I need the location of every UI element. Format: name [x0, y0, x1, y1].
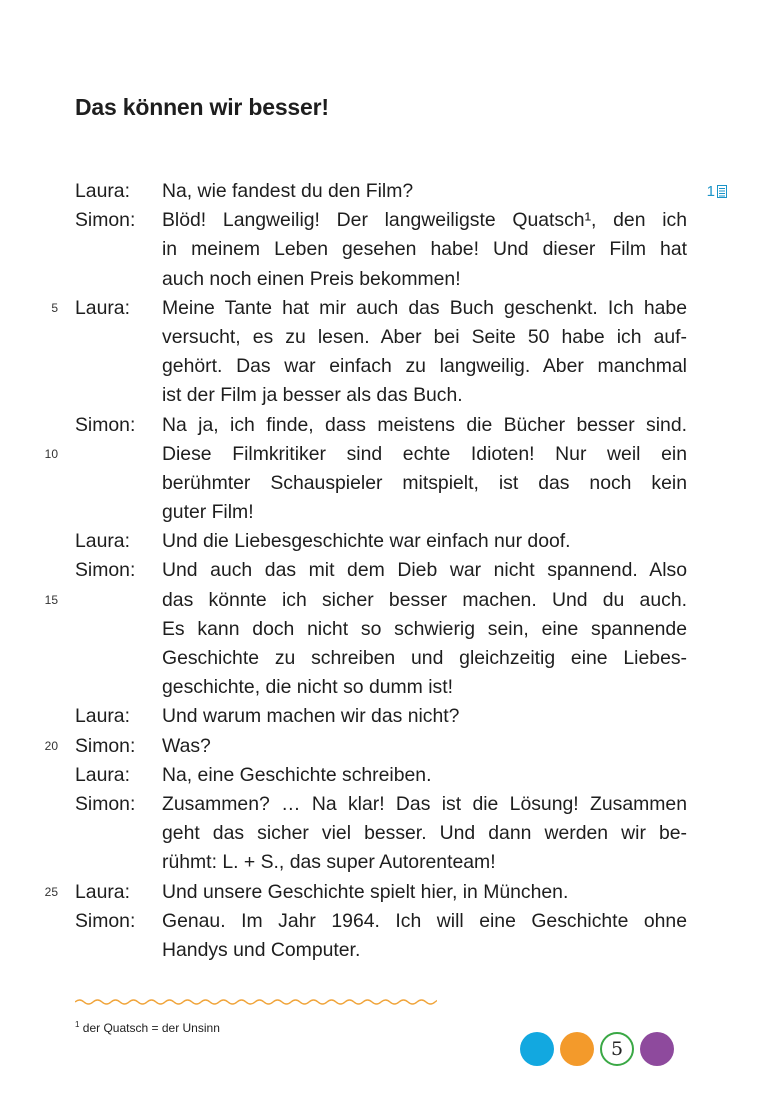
dialog-line	[0, 702, 782, 731]
speaker-name: Simon:	[75, 734, 136, 757]
dialog-line	[0, 206, 782, 235]
line-number: 10	[44, 446, 58, 461]
dialog-line	[0, 440, 782, 469]
dialog-line	[0, 790, 782, 819]
line-text: geht das sicher viel besser. Und dann werden wir be-	[162, 822, 687, 845]
line-text: Und warum machen wir das nicht?	[162, 705, 460, 728]
line-text: in meinem Leben gesehen habe! Und dieser Film hat	[162, 238, 687, 261]
dialog-line	[0, 556, 782, 585]
dialog-line	[0, 732, 782, 761]
line-text: Na, wie fandest du den Film?	[162, 180, 414, 202]
line-number: 25	[44, 884, 58, 899]
line-text: Na, eine Geschichte schreiben.	[162, 763, 432, 786]
line-text: Und unsere Geschichte spielt hier, in München.	[162, 880, 569, 903]
page-title: Das können wir besser!	[75, 94, 329, 120]
speaker-name: Laura:	[75, 180, 130, 202]
page-indicator	[520, 1032, 674, 1068]
orange-dot	[560, 1032, 594, 1066]
line-text: auch noch einen Preis bekommen!	[162, 267, 461, 290]
line-text: Genau. Im Jahr 1964. Ich will eine Geschichte ohne	[162, 909, 687, 932]
dialog-line	[0, 411, 782, 440]
line-text: Geschichte zu schreiben und gleichzeitig eine Liebes-	[162, 647, 687, 669]
line-text: Diese Filmkritiker sind echte Idioten! Nur weil ein	[162, 442, 687, 465]
dialog-line	[0, 586, 782, 615]
dialog-line	[0, 644, 782, 673]
dialog-line	[0, 878, 782, 907]
line-text: das könnte ich sicher besser machen. Und du auch.	[162, 588, 687, 611]
speaker-name: Simon:	[75, 413, 136, 436]
line-text: ist der Film ja besser als das Buch.	[162, 384, 463, 407]
dialog-line	[0, 673, 782, 702]
purple-dot	[640, 1032, 674, 1066]
speaker-name: Simon:	[75, 559, 136, 582]
footnote	[75, 1020, 220, 1035]
line-text: Meine Tante hat mir auch das Buch geschenkt. Ich habe	[162, 296, 687, 319]
line-number: 5	[51, 300, 58, 315]
speaker-name: Simon:	[75, 909, 136, 932]
dialog-text	[0, 177, 782, 965]
line-text: geschichte, die nicht so dumm ist!	[162, 676, 453, 699]
dialog-line	[0, 819, 782, 848]
line-text: Handys und Computer.	[162, 938, 361, 961]
line-text: Es kann doch nicht so schwierig sein, eine spannende	[162, 617, 687, 640]
line-text: versucht, es zu lesen. Aber bei Seite 50 habe ich auf-	[162, 325, 687, 348]
line-text: Blöd! Langweilig! Der langweiligste Quatsch¹, den ich	[162, 209, 687, 232]
line-text: Und auch das mit dem Dieb war nicht spannend. Also	[162, 559, 687, 582]
line-text: rühmt: L. + S., das super Autorenteam!	[162, 851, 496, 874]
dialog-line	[0, 352, 782, 381]
dialog-line	[0, 907, 782, 936]
dialog-line	[0, 469, 782, 498]
speaker-name: Laura:	[75, 705, 130, 728]
track-number: 1	[706, 183, 715, 200]
speaker-name: Laura:	[75, 880, 130, 903]
blue-dot	[520, 1032, 554, 1066]
line-number: 20	[44, 738, 58, 753]
speaker-name: Laura:	[75, 530, 130, 553]
line-text: Und die Liebesgeschichte war einfach nur doof.	[162, 530, 571, 553]
dialog-line	[0, 235, 782, 264]
page-number: 5	[600, 1032, 634, 1066]
dialog-line	[0, 527, 782, 556]
footnote-divider	[75, 997, 437, 1007]
dialog-line	[0, 294, 782, 323]
line-text: berühmter Schauspieler mitspielt, ist das noch kein	[162, 471, 687, 494]
speaker-name: Simon:	[75, 792, 136, 815]
line-text: Was?	[162, 734, 211, 757]
dialog-line	[0, 498, 782, 527]
line-text: Na ja, ich finde, dass meistens die Bücher besser sind.	[162, 413, 687, 436]
dialog-line	[0, 323, 782, 352]
dialog-line	[0, 177, 782, 206]
footnote-marker: 1	[75, 1020, 80, 1029]
speaker-name: Laura:	[75, 296, 130, 319]
speaker-name: Laura:	[75, 763, 130, 786]
speaker-name: Simon:	[75, 209, 136, 232]
line-text: gehört. Das war einfach zu langweilig. Aber manchmal	[162, 355, 687, 378]
footnote-text: der Quatsch = der Unsinn	[82, 1021, 220, 1035]
line-number: 15	[44, 592, 58, 607]
dialog-line	[0, 848, 782, 877]
line-text: Zusammen? … Na klar! Das ist die Lösung! Zusammen	[162, 792, 687, 815]
dialog-line	[0, 265, 782, 294]
dialog-line	[0, 761, 782, 790]
line-text: guter Film!	[162, 501, 254, 524]
dialog-line	[0, 381, 782, 410]
dialog-line	[0, 615, 782, 644]
dialog-line	[0, 936, 782, 965]
